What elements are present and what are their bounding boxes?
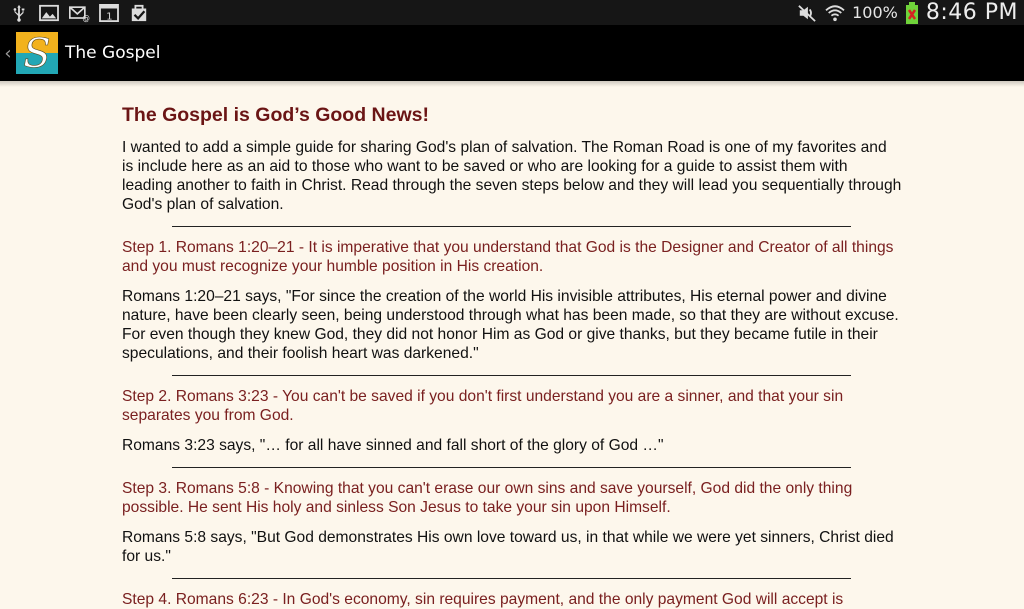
wifi-icon [824, 3, 846, 23]
calendar-day: 1 [106, 10, 113, 22]
battery-percentage: 100% [852, 3, 898, 22]
gospel-article [122, 104, 902, 609]
clock-time: 8:46 PM [925, 0, 1018, 25]
step-1-title: Step 1. Romans 1:20–21 - It is imperative that you understand that God is the Designer and Creator of all things and you must recognize your humble position in His creation. [122, 239, 894, 275]
calendar-icon [98, 3, 120, 23]
step-2-title: Step 2. Romans 3:23 - You can't be saved if you don't first understand you are a sinner, and that your sin separates you from God. [122, 388, 844, 424]
email-icon [68, 3, 90, 23]
status-left-icons [0, 3, 150, 23]
article-heading: The Gospel is God’s Good News! [122, 104, 429, 126]
image-icon [38, 3, 60, 23]
back-chevron-icon[interactable]: ‹ [4, 42, 12, 64]
app-title: The Gospel [65, 43, 161, 63]
action-bar [0, 25, 1024, 81]
app-logo-icon[interactable] [16, 31, 58, 77]
step-4-title: Step 4. Romans 6:23 - In God's economy, sin requires payment, and the only payment God will accept is [122, 591, 844, 608]
battery-icon [904, 3, 920, 23]
svg-text:@: @ [82, 13, 90, 22]
intro-paragraph: I wanted to add a simple guide for sharing God's plan of salvation. The Roman Road is one of my favorites and is include here as an aid to those who want to be saved or who are looking for a guide to assist them with leading another to faith in Christ. Read through the seven steps below and they will lead you sequentially through God's plan of salvation. [122, 139, 902, 213]
step-3-verse: Romans 5:8 says, "But God demonstrates His own love toward us, in that while we were yet sinners, Christ died for us." [122, 529, 894, 565]
step-3-title: Step 3. Romans 5:8 - Knowing that you can't erase our own sins and save yourself, God did the only thing possible. He sent His holy and sinless Son Jesus to take your sin upon Himself. [122, 480, 853, 516]
status-right-icons [796, 0, 1024, 25]
step-1-verse: Romans 1:20–21 says, "For since the creation of the world His invisible attributes, His eternal power and divine nature, have been clearly seen, being understood through what has been made, so that they are without excuse. For even though they knew God, they did not honor Him as God or give thanks, but they became futile in their speculations, and their foolish heart was darkened." [122, 288, 899, 362]
clipboard-check-icon [128, 3, 150, 23]
usb-icon [8, 3, 30, 23]
step-2-verse: Romans 3:23 says, "… for all have sinned and fall short of the glory of God …" [122, 437, 664, 454]
mute-icon [796, 3, 818, 23]
status-bar [0, 0, 1024, 25]
action-bar-shadow [0, 81, 1024, 87]
app-logo-letter: S [23, 31, 51, 77]
